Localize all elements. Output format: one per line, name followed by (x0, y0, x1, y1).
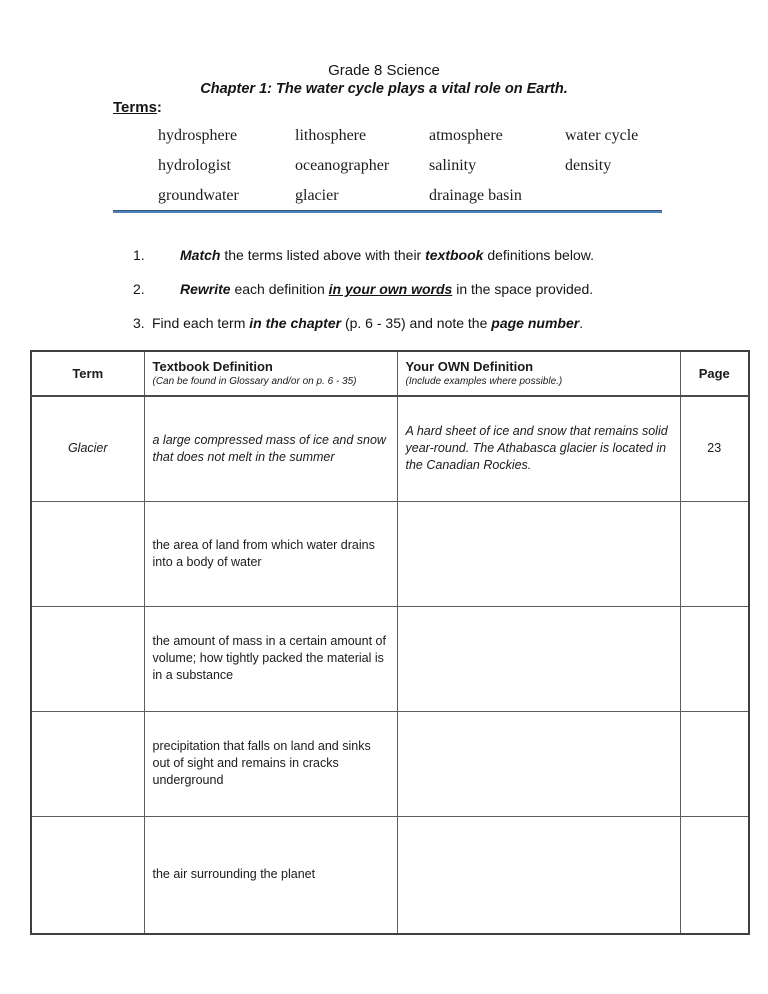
table-header-row (31, 351, 749, 396)
instruction-1-seg3: textbook (425, 247, 484, 263)
instruction-3-seg3: (p. 6 - 35) and note the (341, 315, 492, 331)
instruction-3-seg1: Find each term (152, 315, 250, 331)
col-header-own-title: Your OWN Definition (405, 359, 534, 374)
terms-label (113, 99, 162, 116)
table-row (31, 501, 749, 606)
cell-own-definition (397, 501, 680, 606)
term-drainage-basin: drainage basin (429, 187, 522, 204)
instruction-1-number: 1. (133, 247, 145, 263)
cell-page (680, 501, 749, 606)
col-header-textbook-note: (Can be found in Glossary and/or on p. 6 - 35) (152, 376, 357, 387)
cell-textbook-definition: the area of land from which water drains into a body of water (144, 501, 397, 606)
instruction-3-seg2: in the chapter (249, 315, 342, 331)
term-groundwater: groundwater (158, 187, 239, 204)
instruction-2-seg3: in your own words (328, 281, 453, 297)
cell-term (31, 816, 144, 934)
terms-list (158, 121, 733, 211)
instruction-3-seg5: . (579, 315, 584, 331)
terms-label-text: Terms (113, 99, 157, 116)
cell-term (31, 711, 144, 816)
cell-own-definition (397, 606, 680, 711)
cell-page (680, 711, 749, 816)
col-header-term: Term (31, 351, 144, 396)
instruction-2 (133, 281, 593, 298)
instruction-2-number: 2. (133, 281, 145, 297)
instruction-2-seg2: each definition (230, 281, 329, 297)
instruction-3-seg4: page number (491, 315, 580, 331)
cell-term: Glacier (31, 396, 144, 501)
cell-own-definition: A hard sheet of ice and snow that remains solid year-round. The Athabasca glacier is located in the Canadian Rockies. (397, 396, 680, 501)
cell-textbook-definition: a large compressed mass of ice and snow that does not melt in the summer (144, 396, 397, 501)
cell-page: 23 (680, 396, 749, 501)
col-header-textbook-title: Textbook Definition (152, 359, 273, 374)
term-empty (565, 181, 733, 211)
col-header-page: Page (680, 351, 749, 396)
instruction-3 (133, 315, 583, 332)
cell-own-definition (397, 711, 680, 816)
table-row (31, 816, 749, 934)
instruction-1-seg4: definitions below. (483, 247, 594, 263)
table-row (31, 606, 749, 711)
blue-divider-line (113, 210, 662, 213)
term-water-cycle: water cycle (565, 127, 639, 144)
instruction-2-seg1: Rewrite (180, 281, 231, 297)
cell-page (680, 816, 749, 934)
col-header-textbook (144, 351, 397, 396)
definitions-table (30, 350, 750, 935)
cell-page (680, 606, 749, 711)
instruction-3-number: 3. (133, 315, 145, 331)
term-lithosphere: lithosphere (295, 127, 367, 144)
doc-title: Grade 8 Science (328, 62, 440, 79)
instruction-1-seg1: Match (180, 247, 221, 263)
instruction-1-seg2: the terms listed above with their (220, 247, 426, 263)
instruction-2-seg4: in the space provided. (452, 281, 594, 297)
col-header-own-note: (Include examples where possible.) (405, 376, 563, 387)
col-header-own (397, 351, 680, 396)
cell-own-definition (397, 816, 680, 934)
table-row (31, 711, 749, 816)
cell-term (31, 501, 144, 606)
term-glacier: glacier (295, 187, 339, 204)
cell-textbook-definition: precipitation that falls on land and sinks out of sight and remains in cracks underground (144, 711, 397, 816)
cell-textbook-definition: the amount of mass in a certain amount of volume; how tightly packed the material is in a substance (144, 606, 397, 711)
term-hydrosphere: hydrosphere (158, 127, 238, 144)
instruction-1 (133, 247, 594, 264)
term-atmosphere: atmosphere (429, 127, 503, 144)
term-oceanographer: oceanographer (295, 157, 390, 174)
cell-textbook-definition: the air surrounding the planet (144, 816, 397, 934)
table-row-glacier-example (31, 396, 749, 501)
chapter-title: Chapter 1: The water cycle plays a vital role on Earth. (200, 81, 568, 97)
cell-term (31, 606, 144, 711)
term-salinity: salinity (429, 157, 477, 174)
term-hydrologist: hydrologist (158, 157, 231, 174)
terms-label-colon: : (156, 99, 162, 116)
term-density: density (565, 157, 612, 174)
